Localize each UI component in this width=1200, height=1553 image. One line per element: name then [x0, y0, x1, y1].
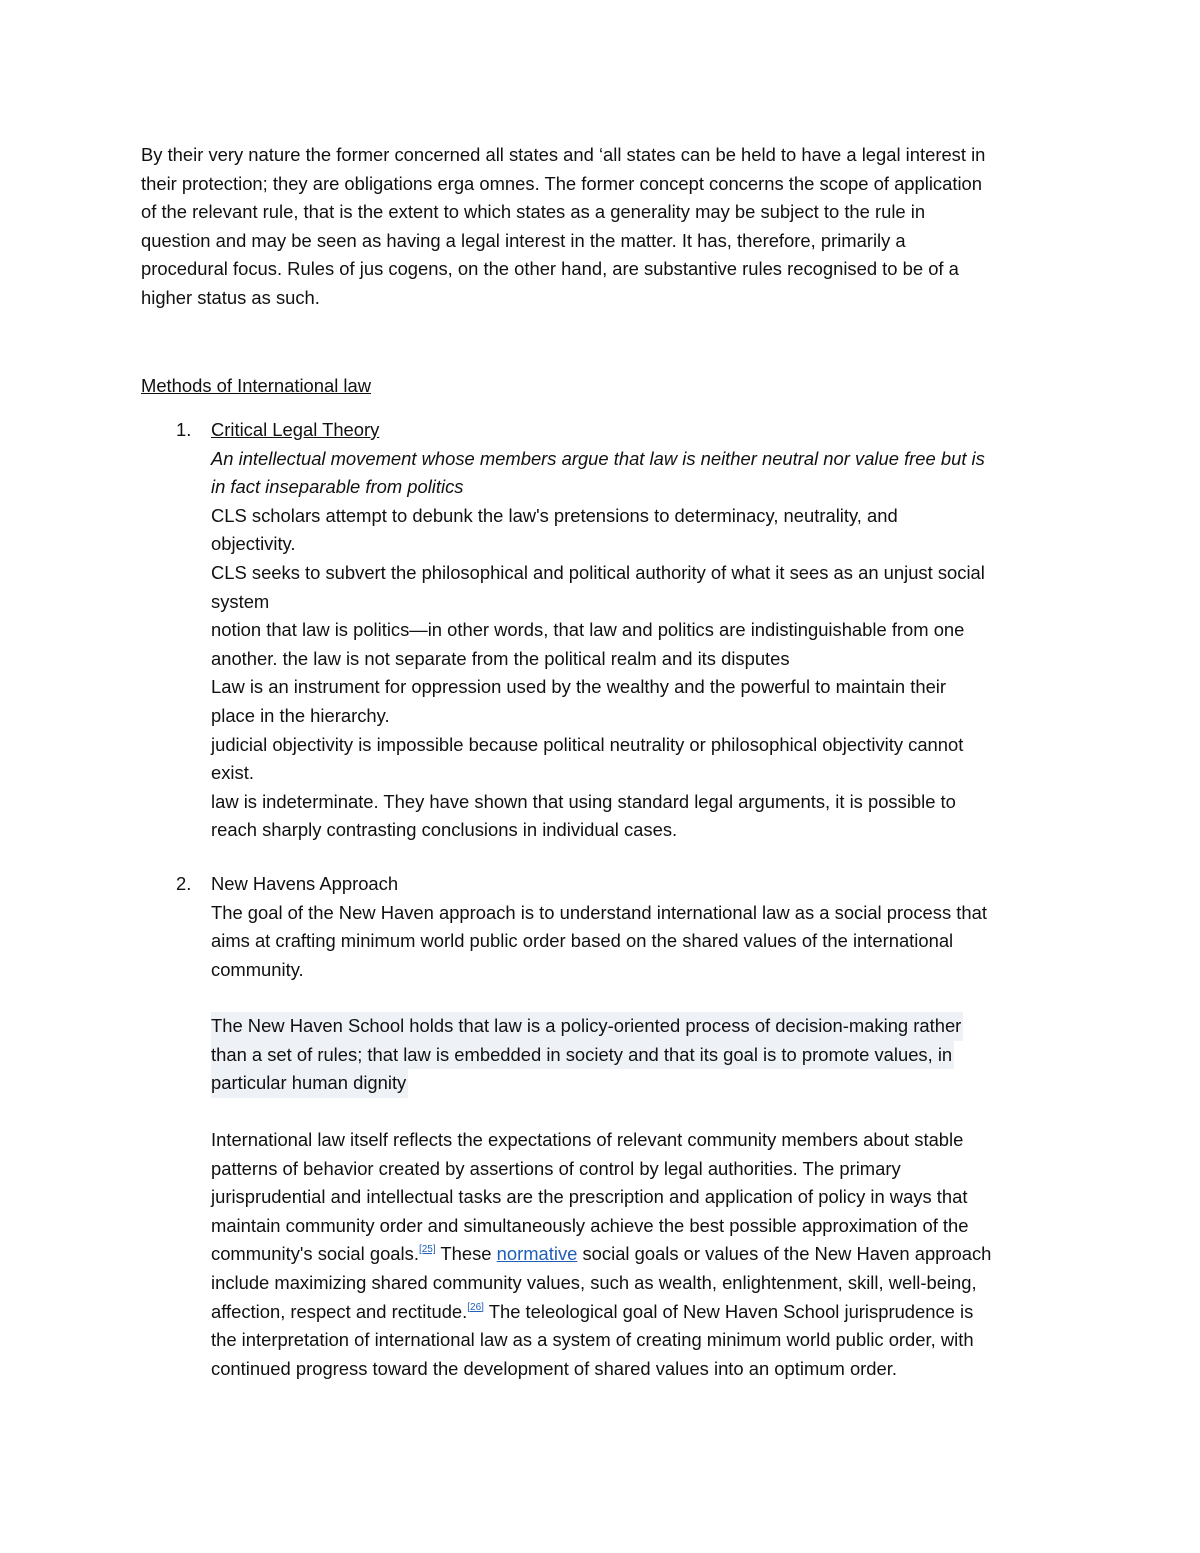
list-item-title: New Havens Approach	[211, 873, 399, 894]
body-line: International law itself reflects the expectations of relevant community members about stable	[211, 1129, 964, 1150]
highlighted-line: than a set of rules; that law is embedded in society and that its goal is to promote values, in	[211, 1041, 954, 1070]
normative-link[interactable]: normative	[496, 1243, 578, 1265]
intro-paragraph	[141, 141, 985, 313]
body-line: objectivity.	[211, 533, 296, 555]
text-run: These	[435, 1243, 497, 1265]
definition-line: in fact inseparable from politics	[211, 476, 464, 498]
list-number: 2.	[176, 873, 192, 894]
list-number: 1.	[176, 419, 192, 440]
body-line: exist.	[211, 762, 254, 784]
highlighted-line: particular human dignity	[211, 1069, 408, 1098]
paragraph-line: By their very nature the former concerned all states and ‘all states can be held to have a legal interest in	[141, 144, 986, 165]
paragraph-line: of the relevant rule, that is the extent to which states as a generality may be subject to the rule in	[141, 201, 926, 223]
paragraph-line: procedural focus. Rules of jus cogens, on the other hand, are substantive rules recognised to be of a	[141, 258, 959, 280]
body-line	[211, 1240, 991, 1269]
body-line: judicial objectivity is impossible because political neutrality or philosophical objectivity cannot	[211, 733, 964, 755]
body-line: patterns of behavior created by assertions of control by legal authorities. The primary	[211, 1157, 901, 1179]
body-line: law is indeterminate. They have shown that using standard legal arguments, it is possible to	[211, 790, 956, 812]
list-item-title: Critical Legal Theory	[211, 419, 380, 440]
body-line	[211, 1298, 991, 1327]
body-line: Law is an instrument for oppression used by the wealthy and the powerful to maintain their	[211, 676, 947, 698]
body-line: aims at crafting minimum world public order based on the shared values of the international	[211, 930, 954, 952]
body-line: another. the law is not separate from the political realm and its disputes	[211, 647, 790, 669]
section-heading: Methods of International law	[141, 375, 372, 396]
paragraph-line: higher status as such.	[141, 286, 320, 308]
international-law-paragraph	[211, 1126, 991, 1383]
text-run: affection, respect and rectitude.	[211, 1300, 468, 1322]
body-line: reach sharply contrasting conclusions in individual cases.	[211, 819, 678, 841]
body-line: the interpretation of international law as a system of creating minimum world public order, with	[211, 1329, 974, 1351]
paragraph-line: question and may be seen as having a legal interest in the matter. It has, therefore, primarily a	[141, 229, 906, 251]
body-line: notion that law is politics—in other words, that law and politics are indistinguishable from one	[211, 619, 965, 641]
footnote-ref-26[interactable]: [26]	[467, 1301, 484, 1313]
body-line: CLS seeks to subvert the philosophical and political authority of what it sees as an unjust social	[211, 561, 985, 583]
text-run: community's social goals.	[211, 1243, 419, 1265]
list-item-new-havens-approach	[211, 870, 987, 984]
body-line: include maximizing shared community values, such as wealth, enlightenment, skill, well-being,	[211, 1271, 977, 1293]
body-line: continued progress toward the development of shared values into an optimum order.	[211, 1357, 897, 1379]
paragraph-line: their protection; they are obligations erga omnes. The former concept concerns the scope of application	[141, 172, 983, 194]
highlighted-quote	[211, 1012, 963, 1098]
text-run: social goals or values of the New Haven approach	[577, 1243, 992, 1265]
body-line: jurisprudential and intellectual tasks are the prescription and application of policy in ways that	[211, 1186, 968, 1208]
body-line: place in the hierarchy.	[211, 704, 390, 726]
body-line: The goal of the New Haven approach is to understand international law as a social process that	[211, 901, 987, 923]
body-line: maintain community order and simultaneously achieve the best possible approximation of the	[211, 1214, 969, 1236]
footnote-ref-25[interactable]: [25]	[418, 1244, 436, 1256]
body-line: CLS scholars attempt to debunk the law's pretensions to determinacy, neutrality, and	[211, 504, 898, 526]
highlighted-line: The New Haven School holds that law is a policy-oriented process of decision-making rather	[211, 1012, 963, 1041]
text-run: The teleological goal of New Haven School jurisprudence is	[483, 1300, 974, 1322]
body-line: community.	[211, 958, 304, 980]
definition-line: An intellectual movement whose members argue that law is neither neutral nor value free but is	[211, 447, 985, 469]
list-item-critical-legal-theory	[211, 416, 985, 845]
body-line: system	[211, 590, 270, 612]
